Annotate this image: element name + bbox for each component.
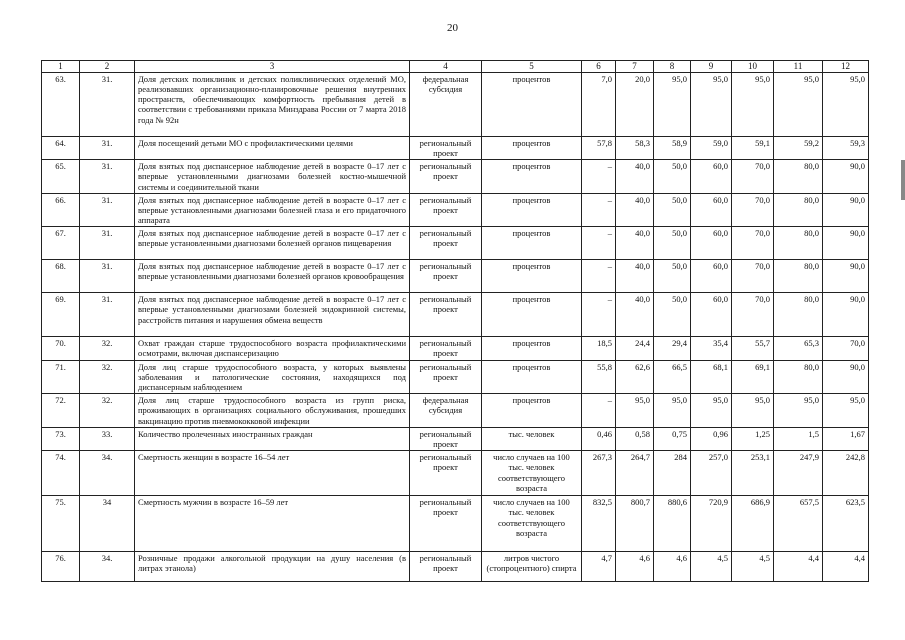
row-number: 65. bbox=[42, 160, 80, 194]
program-code: 32. bbox=[80, 394, 135, 428]
program-code: 31. bbox=[80, 72, 135, 136]
unit: процентов bbox=[482, 72, 582, 136]
unit: процентов bbox=[482, 394, 582, 428]
value-cell: – bbox=[582, 293, 616, 337]
column-number-row bbox=[42, 61, 869, 73]
value-cell: 1,67 bbox=[823, 427, 869, 450]
indicator-name: Количество пролеченных иностранных граждан bbox=[135, 427, 410, 450]
funding-source: региональный проект bbox=[410, 260, 482, 293]
value-cell: 80,0 bbox=[774, 360, 823, 394]
value-cell: 70,0 bbox=[732, 227, 774, 260]
value-cell: 90,0 bbox=[823, 260, 869, 293]
value-cell: 284 bbox=[654, 451, 691, 496]
value-cell: 95,0 bbox=[616, 394, 654, 428]
value-cell: 623,5 bbox=[823, 496, 869, 552]
value-cell: 253,1 bbox=[732, 451, 774, 496]
value-cell: – bbox=[582, 227, 616, 260]
program-code: 31. bbox=[80, 260, 135, 293]
value-cell: 4,4 bbox=[823, 552, 869, 582]
row-number: 66. bbox=[42, 193, 80, 227]
value-cell: 95,0 bbox=[732, 72, 774, 136]
value-cell: 59,2 bbox=[774, 136, 823, 159]
value-cell: 264,7 bbox=[616, 451, 654, 496]
value-cell: – bbox=[582, 260, 616, 293]
table-row bbox=[42, 496, 869, 552]
value-cell: 40,0 bbox=[616, 227, 654, 260]
value-cell: 80,0 bbox=[774, 293, 823, 337]
value-cell: 686,9 bbox=[732, 496, 774, 552]
indicator-name: Охват граждан старше трудоспособного возраста профилактическими осмотрами, включая диспансеризацию bbox=[135, 337, 410, 360]
unit: процентов bbox=[482, 193, 582, 227]
value-cell: 90,0 bbox=[823, 293, 869, 337]
unit: процентов bbox=[482, 260, 582, 293]
funding-source: региональный проект bbox=[410, 451, 482, 496]
value-cell: 95,0 bbox=[823, 394, 869, 428]
indicators-table bbox=[41, 60, 869, 582]
value-cell: 65,3 bbox=[774, 337, 823, 360]
value-cell: 70,0 bbox=[732, 293, 774, 337]
value-cell: 257,0 bbox=[691, 451, 732, 496]
unit: число случаев на 100 тыс. человек соответствующего возраста bbox=[482, 451, 582, 496]
funding-source: региональный проект bbox=[410, 160, 482, 194]
funding-source: федеральная субсидия bbox=[410, 394, 482, 428]
indicator-name: Доля взятых под диспансерное наблюдение детей в возрасте 0–17 лет с впервые установленными диагнозами болезней органов пищеварения bbox=[135, 227, 410, 260]
row-number: 72. bbox=[42, 394, 80, 428]
indicator-name: Доля посещений детьми МО с профилактическими целями bbox=[135, 136, 410, 159]
value-cell: 50,0 bbox=[654, 227, 691, 260]
value-cell: 832,5 bbox=[582, 496, 616, 552]
table-row bbox=[42, 394, 869, 428]
value-cell: 4,5 bbox=[732, 552, 774, 582]
unit: процентов bbox=[482, 160, 582, 194]
value-cell: 40,0 bbox=[616, 260, 654, 293]
table-row bbox=[42, 72, 869, 136]
value-cell: 80,0 bbox=[774, 193, 823, 227]
value-cell: 60,0 bbox=[691, 227, 732, 260]
value-cell: 90,0 bbox=[823, 360, 869, 394]
table-row bbox=[42, 260, 869, 293]
program-code: 31. bbox=[80, 227, 135, 260]
program-code: 32. bbox=[80, 360, 135, 394]
value-cell: 66,5 bbox=[654, 360, 691, 394]
column-number: 4 bbox=[410, 61, 482, 73]
value-cell: 4,4 bbox=[774, 552, 823, 582]
value-cell: 40,0 bbox=[616, 193, 654, 227]
value-cell: 68,1 bbox=[691, 360, 732, 394]
column-number: 5 bbox=[482, 61, 582, 73]
column-number: 8 bbox=[654, 61, 691, 73]
unit: процентов bbox=[482, 293, 582, 337]
column-number: 2 bbox=[80, 61, 135, 73]
unit: процентов bbox=[482, 136, 582, 159]
row-number: 68. bbox=[42, 260, 80, 293]
table-row bbox=[42, 136, 869, 159]
value-cell: 880,6 bbox=[654, 496, 691, 552]
table-row bbox=[42, 160, 869, 194]
value-cell: 69,1 bbox=[732, 360, 774, 394]
value-cell: – bbox=[582, 193, 616, 227]
funding-source: региональный проект bbox=[410, 193, 482, 227]
value-cell: 58,3 bbox=[616, 136, 654, 159]
value-cell: 57,8 bbox=[582, 136, 616, 159]
unit: число случаев на 100 тыс. человек соответствующего возраста bbox=[482, 496, 582, 552]
table-row bbox=[42, 552, 869, 582]
indicator-name: Доля лиц старше трудоспособного возраста, у которых выявлены заболевания и патологические состояния, находящихся под диспансерным наблюдением bbox=[135, 360, 410, 394]
program-code: 32. bbox=[80, 337, 135, 360]
value-cell: 95,0 bbox=[774, 394, 823, 428]
row-number: 70. bbox=[42, 337, 80, 360]
row-number: 75. bbox=[42, 496, 80, 552]
indicator-name: Доля лиц старше трудоспособного возраста из групп риска, проживающих в организациях социального обслуживания, прошедших вакцинацию против пневмококковой инфекции bbox=[135, 394, 410, 428]
indicator-name: Розничные продажи алкогольной продукции на душу населения (в литрах этанола) bbox=[135, 552, 410, 582]
funding-source: региональный проект bbox=[410, 427, 482, 450]
value-cell: 50,0 bbox=[654, 193, 691, 227]
scan-edge-shadow bbox=[901, 160, 905, 200]
funding-source: региональный проект bbox=[410, 227, 482, 260]
value-cell: 60,0 bbox=[691, 260, 732, 293]
table-row bbox=[42, 293, 869, 337]
value-cell: 4,6 bbox=[654, 552, 691, 582]
value-cell: 90,0 bbox=[823, 160, 869, 194]
value-cell: 95,0 bbox=[691, 72, 732, 136]
value-cell: 95,0 bbox=[691, 394, 732, 428]
value-cell: 59,1 bbox=[732, 136, 774, 159]
unit: процентов bbox=[482, 360, 582, 394]
value-cell: 20,0 bbox=[616, 72, 654, 136]
funding-source: региональный проект bbox=[410, 337, 482, 360]
value-cell: 267,3 bbox=[582, 451, 616, 496]
row-number: 63. bbox=[42, 72, 80, 136]
value-cell: 0,96 bbox=[691, 427, 732, 450]
value-cell: 24,4 bbox=[616, 337, 654, 360]
row-number: 76. bbox=[42, 552, 80, 582]
unit: процентов bbox=[482, 337, 582, 360]
value-cell: 70,0 bbox=[732, 193, 774, 227]
column-number: 6 bbox=[582, 61, 616, 73]
program-code: 31. bbox=[80, 193, 135, 227]
program-code: 34. bbox=[80, 451, 135, 496]
value-cell: 70,0 bbox=[823, 337, 869, 360]
value-cell: 95,0 bbox=[774, 72, 823, 136]
row-number: 71. bbox=[42, 360, 80, 394]
value-cell: 1,25 bbox=[732, 427, 774, 450]
value-cell: 7,0 bbox=[582, 72, 616, 136]
program-code: 33. bbox=[80, 427, 135, 450]
indicator-name: Доля взятых под диспансерное наблюдение детей в возрасте 0–17 лет с впервые установленными диагнозами болезней эндокринной системы, расстройств питания и нарушения обмена веществ bbox=[135, 293, 410, 337]
funding-source: региональный проект bbox=[410, 293, 482, 337]
unit: литров чистого (стопроцентного) спирта bbox=[482, 552, 582, 582]
indicator-name: Доля взятых под диспансерное наблюдение детей в возрасте 0–17 лет с впервые установленными диагнозами болезней глаза и его придаточного аппарата bbox=[135, 193, 410, 227]
column-number: 12 bbox=[823, 61, 869, 73]
row-number: 67. bbox=[42, 227, 80, 260]
column-number: 7 bbox=[616, 61, 654, 73]
value-cell: – bbox=[582, 160, 616, 194]
program-code: 31. bbox=[80, 293, 135, 337]
table-row bbox=[42, 427, 869, 450]
column-number: 1 bbox=[42, 61, 80, 73]
value-cell: – bbox=[582, 394, 616, 428]
value-cell: 0,46 bbox=[582, 427, 616, 450]
column-number: 3 bbox=[135, 61, 410, 73]
indicator-name: Доля взятых под диспансерное наблюдение детей в возрасте 0–17 лет с впервые установленными диагнозами болезней костно-мышечной системы и соединительной ткани bbox=[135, 160, 410, 194]
value-cell: 58,9 bbox=[654, 136, 691, 159]
value-cell: 55,7 bbox=[732, 337, 774, 360]
table-row bbox=[42, 360, 869, 394]
value-cell: 80,0 bbox=[774, 227, 823, 260]
table-row bbox=[42, 337, 869, 360]
table-row bbox=[42, 451, 869, 496]
value-cell: 800,7 bbox=[616, 496, 654, 552]
row-number: 74. bbox=[42, 451, 80, 496]
value-cell: 4,7 bbox=[582, 552, 616, 582]
value-cell: 60,0 bbox=[691, 293, 732, 337]
program-code: 31. bbox=[80, 136, 135, 159]
value-cell: 242,8 bbox=[823, 451, 869, 496]
row-number: 73. bbox=[42, 427, 80, 450]
value-cell: 720,9 bbox=[691, 496, 732, 552]
table-row bbox=[42, 227, 869, 260]
value-cell: 59,0 bbox=[691, 136, 732, 159]
funding-source: региональный проект bbox=[410, 360, 482, 394]
value-cell: 80,0 bbox=[774, 160, 823, 194]
value-cell: 70,0 bbox=[732, 260, 774, 293]
column-number: 9 bbox=[691, 61, 732, 73]
value-cell: 90,0 bbox=[823, 193, 869, 227]
value-cell: 4,5 bbox=[691, 552, 732, 582]
funding-source: региональный проект bbox=[410, 136, 482, 159]
value-cell: 50,0 bbox=[654, 260, 691, 293]
funding-source: региональный проект bbox=[410, 552, 482, 582]
row-number: 69. bbox=[42, 293, 80, 337]
funding-source: региональный проект bbox=[410, 496, 482, 552]
column-number: 11 bbox=[774, 61, 823, 73]
unit: тыс. человек bbox=[482, 427, 582, 450]
value-cell: 70,0 bbox=[732, 160, 774, 194]
value-cell: 62,6 bbox=[616, 360, 654, 394]
value-cell: 40,0 bbox=[616, 160, 654, 194]
value-cell: 4,6 bbox=[616, 552, 654, 582]
value-cell: 55,8 bbox=[582, 360, 616, 394]
indicator-name: Доля взятых под диспансерное наблюдение детей в возрасте 0–17 лет с впервые установленными диагнозами болезней органов кровообращения bbox=[135, 260, 410, 293]
value-cell: 29,4 bbox=[654, 337, 691, 360]
indicator-name: Смертность женщин в возрасте 16–54 лет bbox=[135, 451, 410, 496]
value-cell: 0,58 bbox=[616, 427, 654, 450]
value-cell: 40,0 bbox=[616, 293, 654, 337]
unit: процентов bbox=[482, 227, 582, 260]
program-code: 34. bbox=[80, 552, 135, 582]
value-cell: 50,0 bbox=[654, 160, 691, 194]
value-cell: 95,0 bbox=[654, 72, 691, 136]
value-cell: 1,5 bbox=[774, 427, 823, 450]
program-code: 34 bbox=[80, 496, 135, 552]
value-cell: 247,9 bbox=[774, 451, 823, 496]
value-cell: 60,0 bbox=[691, 193, 732, 227]
value-cell: 95,0 bbox=[654, 394, 691, 428]
value-cell: 59,3 bbox=[823, 136, 869, 159]
row-number: 64. bbox=[42, 136, 80, 159]
indicator-name: Доля детских поликлиник и детских поликлинических отделений МО, реализовавших организационно-планировочные решения внутренних пространств, обеспечивающих комфортность пребывания детей в соответствии с требованиями приказа Минздрава России от 7 марта 2018 года № 92н bbox=[135, 72, 410, 136]
value-cell: 95,0 bbox=[823, 72, 869, 136]
value-cell: 0,75 bbox=[654, 427, 691, 450]
table-row bbox=[42, 193, 869, 227]
column-number: 10 bbox=[732, 61, 774, 73]
funding-source: федеральная субсидия bbox=[410, 72, 482, 136]
value-cell: 95,0 bbox=[732, 394, 774, 428]
value-cell: 90,0 bbox=[823, 227, 869, 260]
value-cell: 657,5 bbox=[774, 496, 823, 552]
value-cell: 80,0 bbox=[774, 260, 823, 293]
value-cell: 35,4 bbox=[691, 337, 732, 360]
value-cell: 18,5 bbox=[582, 337, 616, 360]
page-number: 20 bbox=[447, 22, 458, 34]
indicator-name: Смертность мужчин в возрасте 16–59 лет bbox=[135, 496, 410, 552]
program-code: 31. bbox=[80, 160, 135, 194]
value-cell: 60,0 bbox=[691, 160, 732, 194]
value-cell: 50,0 bbox=[654, 293, 691, 337]
